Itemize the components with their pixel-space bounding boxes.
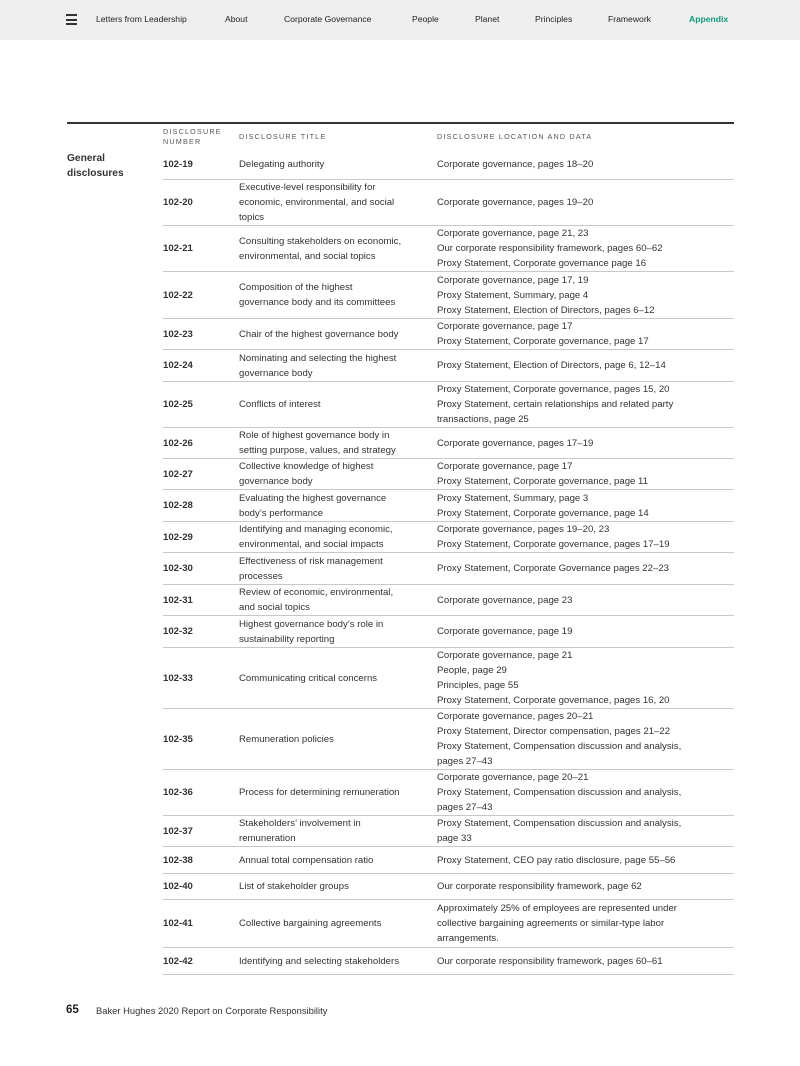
disclosure-location <box>437 226 734 271</box>
disclosure-location-line: Proxy Statement, Compensation discussion and analysis, <box>437 787 682 798</box>
disclosure-location <box>437 319 734 349</box>
disclosure-location-line: Our corporate responsibility framework, page 62 <box>437 881 642 892</box>
disclosure-title-line: Annual total compensation ratio <box>239 854 374 866</box>
disclosure-title-line: processes <box>239 570 283 582</box>
disclosure-title-line: Conflicts of interest <box>239 399 321 410</box>
disclosure-title-line: Identifying and managing economic, <box>239 524 393 535</box>
disclosure-number-text: 102-42 <box>163 955 193 967</box>
disclosure-location-line: Corporate governance, page 20–21 <box>437 772 589 783</box>
disclosure-location-line: Corporate governance, page 17, 19 <box>437 274 589 286</box>
disclosure-location-line: Proxy Statement, Compensation discussion and analysis, <box>437 741 682 752</box>
disclosure-title-line: Nominating and selecting the highest <box>239 352 397 364</box>
section-label-general-disclosures: General disclosures <box>67 153 124 179</box>
disclosure-title-line: Composition of the highest <box>239 282 353 293</box>
table-row <box>163 319 734 350</box>
disclosure-number <box>163 272 239 318</box>
disclosure-number-text: 102-19 <box>163 159 193 170</box>
disclosure-location <box>437 180 734 225</box>
table-row <box>163 874 734 900</box>
disclosure-number-text: 102-21 <box>163 243 193 254</box>
disclosure-number <box>163 382 239 427</box>
table-row <box>163 382 734 428</box>
disclosure-location-line: Corporate governance, page 23 <box>437 594 573 606</box>
table-row <box>163 272 734 319</box>
disclosure-location-line: Our corporate responsibility framework, pages 60–62 <box>437 243 663 254</box>
table-row <box>163 585 734 616</box>
disclosure-title-line: Remuneration policies <box>239 733 334 745</box>
table-row <box>163 553 734 585</box>
disclosure-title-line: Collective knowledge of highest <box>239 461 374 472</box>
header-disclosure-title: DISCLOSURE TITLE <box>239 132 327 141</box>
disclosure-title <box>239 847 435 873</box>
disclosure-location-line: Corporate governance, pages 17–19 <box>437 437 594 449</box>
disclosure-location-line: Proxy Statement, Election of Directors, page 6, 12–14 <box>437 360 666 371</box>
disclosure-number-text: 102-35 <box>163 733 193 745</box>
nav-letters-from-leadership[interactable]: Letters from Leadership <box>96 14 187 24</box>
disclosure-title <box>239 900 435 947</box>
disclosure-number-text: 102-28 <box>163 500 193 511</box>
disclosure-location-line: Corporate governance, page 17 <box>437 461 573 472</box>
disclosure-number-text: 102-37 <box>163 825 193 837</box>
disclosure-number-text: 102-36 <box>163 787 193 798</box>
nav-about[interactable]: About <box>225 14 248 24</box>
disclosure-location-line: Proxy Statement, Corporate governance, pages 16, 20 <box>437 695 670 706</box>
disclosure-title <box>239 770 435 815</box>
disclosure-location-line: Corporate governance, pages 20–21 <box>437 711 594 722</box>
disclosure-location-line: Proxy Statement, Summary, page 4 <box>437 289 589 301</box>
table-row <box>163 522 734 553</box>
disclosure-location-line: Corporate governance, pages 19–20 <box>437 197 594 208</box>
disclosure-number <box>163 522 239 552</box>
disclosure-title-line: Highest governance body’s role in <box>239 618 384 630</box>
disclosure-location <box>437 816 734 846</box>
disclosure-title-line: Review of economic, environmental, <box>239 587 394 598</box>
disclosure-location <box>437 709 734 769</box>
report-title: Baker Hughes 2020 Report on Corporate Responsibility <box>96 1005 328 1016</box>
disclosure-title <box>239 553 435 584</box>
disclosure-title-line: topics <box>239 212 265 223</box>
table-row <box>163 428 734 459</box>
disclosure-location-line: Our corporate responsibility framework, pages 60–61 <box>437 955 663 967</box>
disclosure-title <box>239 226 435 271</box>
disclosure-location <box>437 428 734 458</box>
disclosure-title <box>239 709 435 769</box>
disclosure-location <box>437 490 734 521</box>
disclosure-title-line: Chair of the highest governance body <box>239 328 399 340</box>
disclosure-title <box>239 459 435 489</box>
disclosure-number <box>163 428 239 458</box>
disclosure-location <box>437 585 734 615</box>
disclosure-number <box>163 319 239 349</box>
disclosure-title <box>239 874 435 899</box>
disclosure-title-line: Consulting stakeholders on economic, <box>239 235 402 247</box>
nav-planet[interactable]: Planet <box>475 14 500 24</box>
disclosure-number <box>163 616 239 647</box>
disclosure-title-line: governance body <box>239 476 313 487</box>
header-number-line1: DISCLOSURE <box>163 127 222 136</box>
disclosure-location-line: Corporate governance, page 21 <box>437 650 573 661</box>
table-row <box>163 180 734 226</box>
disclosure-title <box>239 150 435 179</box>
disclosure-location-line: Proxy Statement, Corporate Governance pages 22–23 <box>437 563 669 574</box>
disclosure-title <box>239 272 435 318</box>
table-row <box>163 150 734 180</box>
disclosure-number-text: 102-32 <box>163 626 193 637</box>
disclosure-title <box>239 319 435 349</box>
disclosure-title <box>239 180 435 225</box>
disclosure-number <box>163 847 239 873</box>
disclosure-title-line: Process for determining remuneration <box>239 787 400 798</box>
disclosure-location-line: pages 27–43 <box>437 802 493 813</box>
nav-principles[interactable]: Principles <box>535 14 573 24</box>
disclosure-title-line: Communicating critical concerns <box>239 672 378 684</box>
disclosure-location-line: Corporate governance, page 21, 23 <box>437 228 589 239</box>
disclosure-location-line: arrangements. <box>437 933 499 944</box>
disclosure-title-line: economic, environmental, and social <box>239 197 395 208</box>
disclosure-title-line: environmental, and social topics <box>239 250 376 262</box>
disclosure-number <box>163 948 239 974</box>
table-row <box>163 350 734 382</box>
table-row <box>163 490 734 522</box>
table-row <box>163 616 734 648</box>
table-row <box>163 770 734 816</box>
disclosure-number <box>163 150 239 179</box>
disclosure-title-line: Role of highest governance body in <box>239 430 390 441</box>
disclosure-number-text: 102-26 <box>163 437 193 449</box>
disclosure-title-line: remuneration <box>239 833 296 844</box>
table-row <box>163 648 734 709</box>
disclosure-location <box>437 272 734 318</box>
table-row <box>163 847 734 874</box>
disclosure-title <box>239 490 435 521</box>
disclosure-title-line: governance body <box>239 367 313 379</box>
disclosure-location-line: Proxy Statement, Corporate governance, page 11 <box>437 476 649 487</box>
disclosure-title-line: sustainability reporting <box>239 633 335 645</box>
disclosure-number <box>163 585 239 615</box>
disclosure-location <box>437 616 734 647</box>
disclosure-number-text: 102-20 <box>163 197 193 208</box>
disclosure-number <box>163 816 239 846</box>
disclosure-location-line: People, page 29 <box>437 665 507 676</box>
disclosure-title <box>239 616 435 647</box>
disclosure-number <box>163 490 239 521</box>
disclosure-number-text: 102-23 <box>163 328 193 340</box>
table-top-rule <box>67 122 734 124</box>
disclosure-location-line: Principles, page 55 <box>437 680 519 691</box>
disclosure-location <box>437 648 734 708</box>
disclosure-location-line: Proxy Statement, certain relationships and related party <box>437 399 674 410</box>
disclosure-title <box>239 428 435 458</box>
disclosure-location-line: Proxy Statement, Corporate governance, page 14 <box>437 507 649 519</box>
disclosure-number-text: 102-22 <box>163 289 193 301</box>
disclosure-location-line: Proxy Statement, Compensation discussion and analysis, <box>437 818 682 829</box>
disclosure-number <box>163 648 239 708</box>
disclosure-location <box>437 459 734 489</box>
disclosure-location <box>437 350 734 381</box>
table-row <box>163 948 734 975</box>
disclosure-number <box>163 770 239 815</box>
disclosure-number-text: 102-41 <box>163 918 193 929</box>
disclosure-number <box>163 900 239 947</box>
header-disclosure-number <box>163 127 222 147</box>
disclosure-location <box>437 382 734 427</box>
disclosure-location <box>437 874 734 899</box>
disclosure-location-line: transactions, page 25 <box>437 414 529 425</box>
top-navigation-bar <box>0 0 800 40</box>
disclosure-title-line: Collective bargaining agreements <box>239 918 382 929</box>
disclosure-title-line: Effectiveness of risk management <box>239 555 383 567</box>
disclosure-number-text: 102-25 <box>163 399 193 410</box>
disclosure-location-line: Proxy Statement, Corporate governance, pages 15, 20 <box>437 384 670 395</box>
disclosure-title-line: body’s performance <box>239 507 324 519</box>
disclosure-location-line: Corporate governance, pages 19–20, 23 <box>437 524 610 535</box>
disclosure-location-line: collective bargaining agreements or similar-type labor <box>437 918 665 929</box>
disclosure-title-line: Evaluating the highest governance <box>239 492 387 504</box>
disclosure-title-line: setting purpose, values, and strategy <box>239 445 396 456</box>
disclosure-location-line: Corporate governance, page 17 <box>437 321 573 332</box>
disclosure-location <box>437 522 734 552</box>
disclosure-number <box>163 553 239 584</box>
page-number: 65 <box>66 1004 79 1016</box>
disclosure-title-line: Executive-level responsibility for <box>239 182 376 193</box>
disclosure-location <box>437 150 734 179</box>
disclosure-location-line: Proxy Statement, Corporate governance, page 17 <box>437 336 649 347</box>
table-row <box>163 900 734 948</box>
nav-appendix[interactable]: Appendix <box>689 14 729 24</box>
disclosure-title <box>239 648 435 708</box>
disclosure-number-text: 102-29 <box>163 531 193 543</box>
disclosure-number <box>163 874 239 899</box>
disclosure-title <box>239 382 435 427</box>
header-disclosure-location: DISCLOSURE LOCATION AND DATA <box>437 132 593 141</box>
disclosure-title <box>239 816 435 846</box>
table-row <box>163 459 734 490</box>
hamburger-menu-icon[interactable] <box>66 14 77 25</box>
disclosure-location-line: Proxy Statement, CEO pay ratio disclosure, page 55–56 <box>437 854 676 866</box>
disclosure-number-text: 102-38 <box>163 854 193 866</box>
disclosure-location-line: Proxy Statement, Corporate governance page 16 <box>437 258 647 269</box>
disclosure-location-line: page 33 <box>437 833 472 844</box>
disclosure-number-text: 102-33 <box>163 672 193 684</box>
table-row <box>163 709 734 770</box>
nav-people[interactable]: People <box>412 14 439 24</box>
disclosure-location-line: Proxy Statement, Summary, page 3 <box>437 492 589 504</box>
disclosure-location-line: Proxy Statement, Election of Directors, pages 6–12 <box>437 304 655 316</box>
header-number-line2: NUMBER <box>163 137 202 146</box>
disclosure-number <box>163 180 239 225</box>
disclosure-number-text: 102-24 <box>163 360 193 371</box>
disclosure-title-line: List of stakeholder groups <box>239 881 349 892</box>
disclosure-number-text: 102-40 <box>163 881 193 892</box>
disclosure-location <box>437 948 734 974</box>
disclosure-number <box>163 459 239 489</box>
disclosure-number-text: 102-30 <box>163 563 193 574</box>
disclosure-number <box>163 226 239 271</box>
disclosure-title <box>239 350 435 381</box>
disclosure-title <box>239 522 435 552</box>
disclosure-number <box>163 350 239 381</box>
disclosure-location <box>437 847 734 873</box>
disclosure-location-line: pages 27–43 <box>437 756 493 767</box>
disclosure-number-text: 102-27 <box>163 468 193 480</box>
disclosure-title <box>239 585 435 615</box>
nav-framework[interactable]: Framework <box>608 14 651 24</box>
disclosure-location-line: Proxy Statement, Corporate governance, pages 17–19 <box>437 539 670 550</box>
nav-corporate-governance[interactable]: Corporate Governance <box>284 14 372 24</box>
disclosure-title-line: Delegating authority <box>239 159 325 170</box>
table-row <box>163 816 734 847</box>
disclosure-title-line: and social topics <box>239 602 310 613</box>
disclosure-location <box>437 770 734 815</box>
table-row <box>163 226 734 272</box>
disclosure-location <box>437 900 734 947</box>
disclosure-location-line: Corporate governance, page 19 <box>437 626 573 637</box>
disclosure-location-line: Corporate governance, pages 18–20 <box>437 159 594 170</box>
disclosure-location-line: Proxy Statement, Director compensation, pages 21–22 <box>437 726 671 737</box>
disclosure-title <box>239 948 435 974</box>
disclosure-number <box>163 709 239 769</box>
disclosure-title-line: governance body and its committees <box>239 297 396 308</box>
disclosure-number-text: 102-31 <box>163 594 193 606</box>
disclosure-title-line: Stakeholders’ involvement in <box>239 818 361 829</box>
disclosure-location <box>437 553 734 584</box>
disclosure-title-line: environmental, and social impacts <box>239 539 384 550</box>
disclosure-title-line: Identifying and selecting stakeholders <box>239 955 399 967</box>
disclosure-location-line: Approximately 25% of employees are represented under <box>437 903 677 914</box>
